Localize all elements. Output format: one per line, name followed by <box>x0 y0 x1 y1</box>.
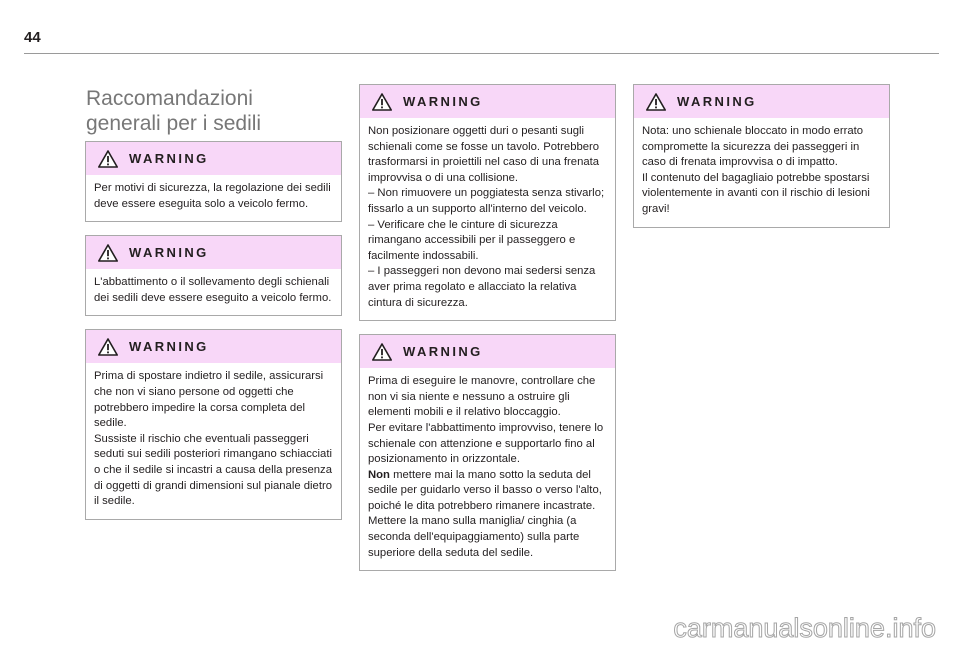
warning-box-maneuvers <box>359 334 616 571</box>
warning-triangle-icon <box>372 343 392 361</box>
watermark-text: carmanualsonline.info <box>673 613 936 643</box>
warning-paragraph: Prima di spostare indietro il sedile, assicurarsi che non vi siano persone od oggetti che potrebbero impedire la corsa completa del sedile. <box>94 370 324 430</box>
warning-triangle-icon <box>98 244 118 262</box>
header-divider <box>24 53 939 54</box>
warning-paragraph: Nota: uno schienale bloccato in modo errato compromette la sicurezza dei passeggeri in caso di frenata improvvisa o di impatto. <box>642 125 864 169</box>
warning-text <box>634 118 889 227</box>
warning-label: WARNING <box>129 339 209 355</box>
warning-box-seat-adjustment <box>85 141 342 222</box>
warning-triangle-icon <box>98 338 118 356</box>
warning-text <box>86 269 341 315</box>
warning-triangle-icon <box>646 93 666 111</box>
warning-label: WARNING <box>129 245 209 261</box>
warning-paragraph: Sussiste il rischio che eventuali passeggeri seduti sui sedili posteriori rimangano schiacciati o che il sedile si incastri a causa della presenza di oggetti di grandi dimensioni sul pianale dietro il sedile. <box>94 432 333 508</box>
warning-header <box>86 330 341 363</box>
warning-paragraph: Prima di eseguire le manovre, controllare che non vi sia niente e nessuno a ostruire gli elementi mobili e il relativo bloccaggio. <box>368 375 596 419</box>
warning-text <box>360 118 615 320</box>
warning-text <box>86 363 341 518</box>
section-title <box>86 86 346 136</box>
warning-label: WARNING <box>677 94 757 109</box>
section-title-line-2: generali per i sedili <box>86 112 262 135</box>
warning-list-item: – Non rimuovere un poggiatesta senza stivarlo; fissarlo a un supporto all'interno del veicolo. <box>368 187 605 215</box>
warning-paragraph: L'abbattimento o il sollevamento degli schienali dei sedili deve essere eseguito a veicolo fermo. <box>94 276 332 304</box>
warning-box-objects-on-backrest <box>359 84 616 321</box>
emphasis-text: Non <box>368 468 390 481</box>
warning-triangle-icon <box>372 93 392 111</box>
page-number: 44 <box>24 29 41 46</box>
warning-label: WARNING <box>129 151 209 166</box>
warning-box-backrest-folding <box>85 235 342 316</box>
warning-list-item: – I passeggeri non devono mai sedersi senza aver prima regolato e allacciato la relativa cintura di sicurezza. <box>368 265 596 309</box>
column-2 <box>359 84 616 584</box>
warning-header <box>634 85 889 118</box>
warning-paragraph-rest: mettere mai la mano sotto la seduta del sedile per guidarlo verso il basso o verso l'alto, poiché le dita potrebbero rimanere incastrate. Mettere la mano sulla maniglia/ cinghia (a seconda dell'equipaggiamento) sulla parte superiore della seduta del sedile. <box>368 468 602 559</box>
column-3 <box>633 84 890 241</box>
warning-box-moving-seat-back <box>85 329 342 519</box>
column-1 <box>85 141 342 533</box>
warning-paragraph <box>368 468 607 562</box>
warning-triangle-icon <box>98 150 118 168</box>
warning-header <box>360 85 615 118</box>
warning-box-locked-backrest <box>633 84 890 228</box>
warning-label: WARNING <box>403 344 483 360</box>
warning-text <box>86 175 341 221</box>
warning-paragraph: Non posizionare oggetti duri o pesanti sugli schienali come se fosse un tavolo. Potrebbero trasformarsi in proiettili nel caso di una frenata improvvisa o di una collisione. <box>368 125 600 184</box>
section-title-line-1: Raccomandazioni <box>86 87 253 110</box>
warning-header <box>86 236 341 269</box>
warning-list-item: – Verificare che le cinture di sicurezza rimangano accessibili per il passeggero e facilmente indossabili. <box>368 218 576 262</box>
warning-text <box>360 368 615 570</box>
warning-paragraph: Il contenuto del bagagliaio potrebbe spostarsi violentemente in avanti con il rischio di lesioni gravi! <box>642 171 870 215</box>
warning-header <box>86 142 341 175</box>
warning-paragraph: Per motivi di sicurezza, la regolazione dei sedili deve essere eseguita solo a veicolo fermo. <box>94 182 331 210</box>
warning-header <box>360 335 615 368</box>
warning-paragraph: Per evitare l'abbattimento improvviso, tenere lo schienale con attenzione e supportarlo fino al posizionamento in orizzontale. <box>368 421 604 466</box>
warning-label: WARNING <box>403 94 483 109</box>
